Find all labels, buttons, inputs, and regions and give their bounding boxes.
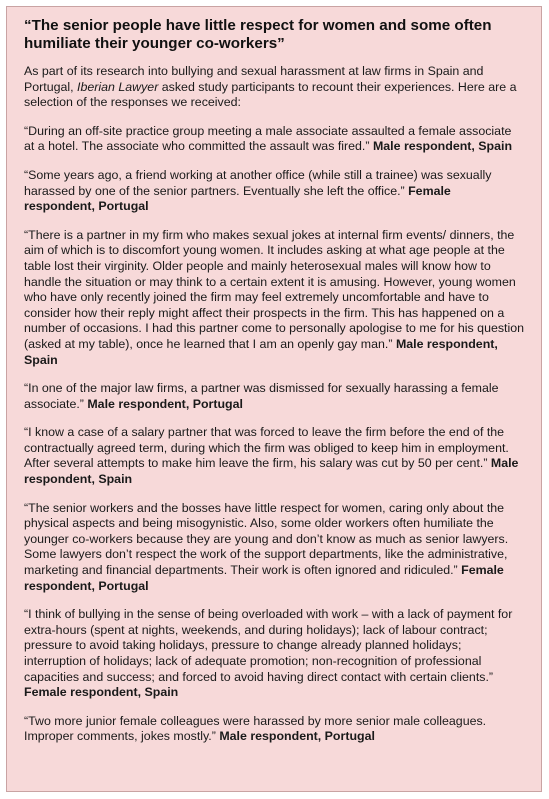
quote-attribution: Female respondent, Portugal	[24, 183, 451, 214]
quote-3	[24, 228, 525, 368]
article-box	[6, 6, 542, 792]
quote-8	[24, 714, 525, 745]
quote-text: “During an off-site practice group meeting a male associate assaulted a female associate at a hotel. The associate who committed the assault was fired.”	[24, 123, 512, 154]
quote-attribution: Male respondent, Spain	[372, 139, 513, 154]
quote-text: “I think of bullying in the sense of being overloaded with work – with a lack of payment for extra-hours (spent at nights, weekends, and during holidays); lack of labour contract; pressure to avoid taking holidays, pressure to change already planned holidays; interruption of holidays; lack of adequate promotion; non-recognition of professional capacities and success; and forced to avoid having direct contact with certain clients.”	[24, 607, 513, 684]
quote-4	[24, 381, 525, 412]
quote-1	[24, 124, 525, 155]
quote-2	[24, 168, 525, 215]
headline: “The senior people have little respect for women and some often humiliate their younger co-workers”	[24, 17, 492, 52]
quote-text: “Two more junior female colleagues were harassed by more senior male colleagues. Improper comments, jokes mostly.”	[24, 713, 487, 744]
intro-paragraph	[24, 64, 525, 111]
quote-5	[24, 425, 525, 487]
quote-text: “The senior workers and the bosses have little respect for women, caring only about the physical aspects and being misogynistic. Also, some older workers often humiliate the younger co-workers because they are young and don’t know as much as senior lawyers. Some lawyers don’t respect the work of the support departments, like the administrative, marketing and financial departments. Their work is often ignored and ridiculed.”	[24, 500, 509, 578]
quote-text: “In one of the major law firms, a partner was dismissed for sexually harassing a female associate.”	[24, 381, 499, 411]
intro-text-start: As part of its research into bullying and sexual harassment at law firms in Spain and Portugal,	[24, 64, 484, 94]
quote-attribution: Female respondent, Spain	[24, 685, 179, 700]
quote-attribution: Male respondent, Spain	[24, 336, 498, 367]
quote-attribution: Female respondent, Portugal	[24, 563, 504, 593]
quote-text: “There is a partner in my firm who makes sexual jokes at internal firm events/ dinners, the aim of which is to discomfort young women. It includes asking at what age people at the table lost their virginity. Older people and mainly heterosexual males will know how to handle the situation or may think to a certain extent it is amusing. However, young women who have only recently joined the firm may feel extremely uncomfortable and have to consider how their reply might affect their prospects in the firm. This has happened on a number of occasions. I had this partner come to personally apologise to me for his question (asked at my table), once he learned that I am an openly gay man.”	[24, 227, 525, 351]
quote-attribution: Male respondent, Portugal	[219, 729, 375, 744]
intro-text-end: asked study participants to recount their experiences. Here are a selection of the responses we received:	[24, 79, 517, 110]
quote-text: “Some years ago, a friend working at another office (while still a trainee) was sexually harassed by one of the senior partners. Eventually she left the office.”	[24, 167, 492, 198]
quote-6	[24, 501, 525, 595]
quote-attribution: Male respondent, Spain	[24, 456, 519, 487]
quote-text: “I know a case of a salary partner that was forced to leave the firm before the end of the contractually agreed term, during which the firm was obliged to keep him in employment. After several attempts to make him leave the firm, his salary was cut by 50 per cent.”	[24, 425, 509, 471]
publication-name: Iberian Lawyer	[77, 79, 159, 94]
quote-7	[24, 607, 525, 701]
quote-attribution: Male respondent, Portugal	[87, 396, 243, 411]
